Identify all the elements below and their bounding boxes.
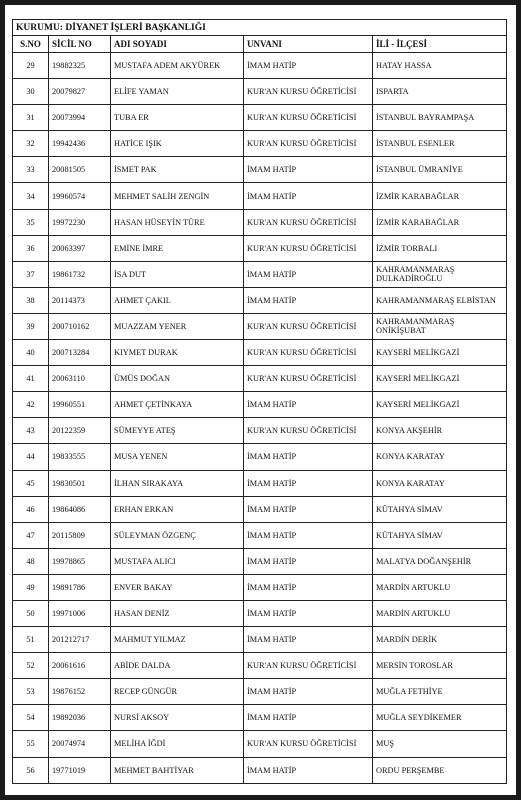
cell-unvani: İMAM HATİP <box>244 53 373 79</box>
cell-unvani: İMAM HATİP <box>244 574 373 600</box>
cell-sno: 46 <box>13 496 49 522</box>
header-unvani: UNVANI <box>244 36 373 53</box>
cell-unvani: İMAM HATİP <box>244 757 373 783</box>
table-row <box>13 627 507 653</box>
cell-unvani: KUR'AN KURSU ÖĞRETİCİSİ <box>244 79 373 105</box>
cell-adi-soyadi: EMİNE İMRE <box>111 235 244 261</box>
cell-sicil-no: 20122359 <box>49 418 111 444</box>
cell-sicil-no: 19942436 <box>49 131 111 157</box>
cell-ili-ilcesi: İSTANBUL BAYRAMPAŞA <box>373 105 507 131</box>
header-sicil-no: SİCİL NO <box>49 36 111 53</box>
cell-adi-soyadi: ÜMÜS DOĞAN <box>111 366 244 392</box>
personnel-table <box>12 19 507 784</box>
table-row <box>13 470 507 496</box>
cell-sno: 40 <box>13 340 49 366</box>
cell-sno: 47 <box>13 522 49 548</box>
cell-adi-soyadi: RECEP GÜNGÜR <box>111 679 244 705</box>
cell-sno: 35 <box>13 209 49 235</box>
cell-sicil-no: 200710162 <box>49 313 111 339</box>
cell-sno: 37 <box>13 261 49 287</box>
cell-adi-soyadi: İSMET PAK <box>111 157 244 183</box>
cell-unvani: İMAM HATİP <box>244 444 373 470</box>
cell-ili-ilcesi: KÜTAHYA SİMAV <box>373 496 507 522</box>
cell-adi-soyadi: MUSA YENEN <box>111 444 244 470</box>
table-row <box>13 600 507 626</box>
cell-adi-soyadi: MELİHA İĞDİ <box>111 731 244 757</box>
cell-sno: 56 <box>13 757 49 783</box>
cell-adi-soyadi: MUAZZAM YENER <box>111 313 244 339</box>
cell-sno: 38 <box>13 287 49 313</box>
cell-sicil-no: 19978865 <box>49 548 111 574</box>
cell-sicil-no: 20061616 <box>49 653 111 679</box>
table-row <box>13 574 507 600</box>
cell-sicil-no: 19882325 <box>49 53 111 79</box>
cell-sicil-no: 19861732 <box>49 261 111 287</box>
cell-ili-ilcesi: MERSİN TOROSLAR <box>373 653 507 679</box>
cell-ili-ilcesi: KONYA AKŞEHİR <box>373 418 507 444</box>
cell-ili-ilcesi: MUĞLA FETHİYE <box>373 679 507 705</box>
cell-sicil-no: 200713284 <box>49 340 111 366</box>
cell-unvani: KUR'AN KURSU ÖĞRETİCİSİ <box>244 131 373 157</box>
cell-sno: 42 <box>13 392 49 418</box>
cell-ili-ilcesi: MUĞLA SEYDİKEMER <box>373 705 507 731</box>
cell-sicil-no: 19864086 <box>49 496 111 522</box>
cell-unvani: KUR'AN KURSU ÖĞRETİCİSİ <box>244 209 373 235</box>
cell-sno: 43 <box>13 418 49 444</box>
cell-sicil-no: 20079827 <box>49 79 111 105</box>
cell-unvani: KUR'AN KURSU ÖĞRETİCİSİ <box>244 105 373 131</box>
cell-ili-ilcesi: KAHRAMANMARAŞ DULKADİROĞLU <box>373 261 507 287</box>
cell-ili-ilcesi: KAYSERİ MELİKGAZİ <box>373 366 507 392</box>
cell-sno: 53 <box>13 679 49 705</box>
cell-unvani: KUR'AN KURSU ÖĞRETİCİSİ <box>244 235 373 261</box>
cell-sicil-no: 19833555 <box>49 444 111 470</box>
table-row <box>13 679 507 705</box>
cell-unvani: KUR'AN KURSU ÖĞRETİCİSİ <box>244 313 373 339</box>
cell-adi-soyadi: SÜLEYMAN ÖZGENÇ <box>111 522 244 548</box>
institution-row <box>13 20 507 36</box>
cell-adi-soyadi: MEHMET SALİH ZENGİN <box>111 183 244 209</box>
cell-unvani: İMAM HATİP <box>244 496 373 522</box>
cell-unvani: KUR'AN KURSU ÖĞRETİCİSİ <box>244 418 373 444</box>
cell-ili-ilcesi: İSTANBUL ÜMRANİYE <box>373 157 507 183</box>
cell-unvani: İMAM HATİP <box>244 522 373 548</box>
cell-sno: 50 <box>13 600 49 626</box>
cell-unvani: İMAM HATİP <box>244 470 373 496</box>
cell-unvani: KUR'AN KURSU ÖĞRETİCİSİ <box>244 731 373 757</box>
cell-sicil-no: 20074974 <box>49 731 111 757</box>
cell-sno: 48 <box>13 548 49 574</box>
cell-adi-soyadi: TUBA ER <box>111 105 244 131</box>
cell-ili-ilcesi: MALATYA DOĞANŞEHİR <box>373 548 507 574</box>
table-row <box>13 522 507 548</box>
table-row <box>13 287 507 313</box>
cell-ili-ilcesi: İSTANBUL ESENLER <box>373 131 507 157</box>
cell-sicil-no: 19972230 <box>49 209 111 235</box>
cell-ili-ilcesi: ISPARTA <box>373 79 507 105</box>
table-row <box>13 209 507 235</box>
cell-sicil-no: 19892036 <box>49 705 111 731</box>
cell-ili-ilcesi: MARDİN ARTUKLU <box>373 574 507 600</box>
cell-sno: 52 <box>13 653 49 679</box>
cell-adi-soyadi: MUSTAFA ADEM AKYÜREK <box>111 53 244 79</box>
cell-ili-ilcesi: KONYA KARATAY <box>373 470 507 496</box>
cell-ili-ilcesi: HATAY HASSA <box>373 53 507 79</box>
cell-ili-ilcesi: KÜTAHYA SİMAV <box>373 522 507 548</box>
table-body <box>13 53 507 784</box>
cell-unvani: KUR'AN KURSU ÖĞRETİCİSİ <box>244 653 373 679</box>
cell-sicil-no: 20081505 <box>49 157 111 183</box>
cell-adi-soyadi: HASAN HÜSEYİN TÜRE <box>111 209 244 235</box>
cell-sno: 41 <box>13 366 49 392</box>
table-row <box>13 131 507 157</box>
table-row <box>13 418 507 444</box>
cell-sno: 39 <box>13 313 49 339</box>
cell-unvani: İMAM HATİP <box>244 600 373 626</box>
header-row <box>13 36 507 53</box>
table-row <box>13 157 507 183</box>
cell-sno: 32 <box>13 131 49 157</box>
cell-ili-ilcesi: KONYA KARATAY <box>373 444 507 470</box>
document-page <box>5 5 516 795</box>
table-row <box>13 79 507 105</box>
cell-ili-ilcesi: KAHRAMANMARAŞ ELBİSTAN <box>373 287 507 313</box>
cell-ili-ilcesi: İZMİR TORBALI <box>373 235 507 261</box>
cell-adi-soyadi: İSA DUT <box>111 261 244 287</box>
cell-adi-soyadi: HASAN DENİZ <box>111 600 244 626</box>
cell-ili-ilcesi: İZMİR KARABAĞLAR <box>373 209 507 235</box>
cell-sicil-no: 19960551 <box>49 392 111 418</box>
cell-sicil-no: 19830501 <box>49 470 111 496</box>
header-sno: S.NO <box>13 36 49 53</box>
table-row <box>13 235 507 261</box>
cell-sicil-no: 20073994 <box>49 105 111 131</box>
cell-unvani: İMAM HATİP <box>244 287 373 313</box>
cell-adi-soyadi: AHMET ÇETİNKAYA <box>111 392 244 418</box>
cell-adi-soyadi: ELİFE YAMAN <box>111 79 244 105</box>
cell-ili-ilcesi: MUŞ <box>373 731 507 757</box>
cell-adi-soyadi: AHMET ÇAKIL <box>111 287 244 313</box>
cell-unvani: KUR'AN KURSU ÖĞRETİCİSİ <box>244 366 373 392</box>
table-row <box>13 105 507 131</box>
institution-title: KURUMU: DİYANET İŞLERİ BAŞKANLIĞI <box>13 20 507 36</box>
cell-sno: 49 <box>13 574 49 600</box>
table-row <box>13 183 507 209</box>
cell-sicil-no: 19960574 <box>49 183 111 209</box>
table-row <box>13 444 507 470</box>
cell-sno: 29 <box>13 53 49 79</box>
cell-adi-soyadi: SÜMEYYE ATEŞ <box>111 418 244 444</box>
cell-adi-soyadi: MUSTAFA ALICI <box>111 548 244 574</box>
table-row <box>13 653 507 679</box>
cell-sno: 44 <box>13 444 49 470</box>
cell-sno: 54 <box>13 705 49 731</box>
cell-adi-soyadi: ENVER BAKAY <box>111 574 244 600</box>
cell-ili-ilcesi: MARDİN DERİK <box>373 627 507 653</box>
cell-sicil-no: 19771019 <box>49 757 111 783</box>
cell-ili-ilcesi: İZMİR KARABAĞLAR <box>373 183 507 209</box>
table-row <box>13 313 507 339</box>
cell-ili-ilcesi: KAYSERİ MELİKGAZİ <box>373 392 507 418</box>
cell-sicil-no: 19891786 <box>49 574 111 600</box>
cell-unvani: İMAM HATİP <box>244 392 373 418</box>
cell-adi-soyadi: MEHMET BAHTİYAR <box>111 757 244 783</box>
cell-adi-soyadi: KIYMET DURAK <box>111 340 244 366</box>
cell-sicil-no: 19971006 <box>49 600 111 626</box>
cell-sicil-no: 201212717 <box>49 627 111 653</box>
cell-sicil-no: 19876152 <box>49 679 111 705</box>
header-adi-soyadi: ADI SOYADI <box>111 36 244 53</box>
table-row <box>13 53 507 79</box>
cell-unvani: İMAM HATİP <box>244 183 373 209</box>
cell-ili-ilcesi: ORDU PERŞEMBE <box>373 757 507 783</box>
cell-adi-soyadi: NURSİ AKSOY <box>111 705 244 731</box>
header-ili-ilcesi: İLİ - İLÇESİ <box>373 36 507 53</box>
cell-sno: 31 <box>13 105 49 131</box>
table-row <box>13 731 507 757</box>
cell-ili-ilcesi: KAYSERİ MELİKGAZİ <box>373 340 507 366</box>
cell-sno: 55 <box>13 731 49 757</box>
table-row <box>13 548 507 574</box>
cell-adi-soyadi: ABİDE DALDA <box>111 653 244 679</box>
cell-sicil-no: 20114373 <box>49 287 111 313</box>
cell-unvani: İMAM HATİP <box>244 705 373 731</box>
cell-sicil-no: 20063397 <box>49 235 111 261</box>
table-row <box>13 757 507 783</box>
table-row <box>13 392 507 418</box>
cell-sno: 30 <box>13 79 49 105</box>
cell-sicil-no: 20115809 <box>49 522 111 548</box>
cell-adi-soyadi: HATİCE IŞIK <box>111 131 244 157</box>
cell-sno: 34 <box>13 183 49 209</box>
cell-ili-ilcesi: KAHRAMANMARAŞ ONİKİŞUBAT <box>373 313 507 339</box>
table-row <box>13 705 507 731</box>
cell-sno: 36 <box>13 235 49 261</box>
cell-sno: 33 <box>13 157 49 183</box>
cell-adi-soyadi: ERHAN ERKAN <box>111 496 244 522</box>
cell-sno: 45 <box>13 470 49 496</box>
cell-unvani: KUR'AN KURSU ÖĞRETİCİSİ <box>244 340 373 366</box>
table-row <box>13 340 507 366</box>
cell-adi-soyadi: MAHMUT YILMAZ <box>111 627 244 653</box>
cell-ili-ilcesi: MARDİN ARTUKLU <box>373 600 507 626</box>
table-row <box>13 496 507 522</box>
cell-sicil-no: 20063110 <box>49 366 111 392</box>
cell-unvani: İMAM HATİP <box>244 261 373 287</box>
cell-unvani: İMAM HATİP <box>244 627 373 653</box>
table-row <box>13 261 507 287</box>
cell-adi-soyadi: İLHAN SIRAKAYA <box>111 470 244 496</box>
cell-unvani: İMAM HATİP <box>244 679 373 705</box>
cell-unvani: İMAM HATİP <box>244 157 373 183</box>
cell-sno: 51 <box>13 627 49 653</box>
table-row <box>13 366 507 392</box>
cell-unvani: İMAM HATİP <box>244 548 373 574</box>
